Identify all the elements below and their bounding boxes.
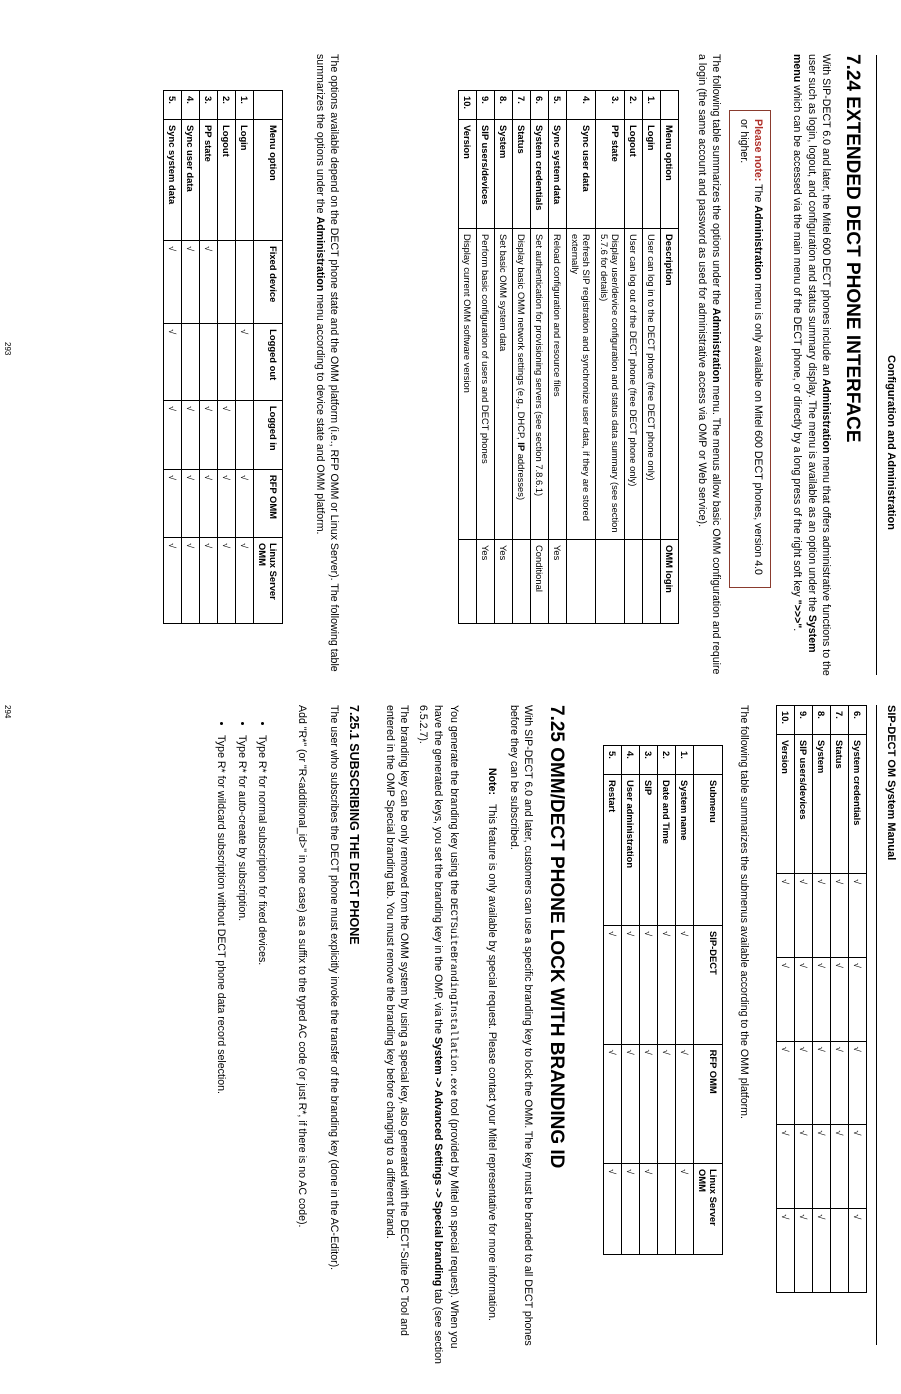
- row-number: 10.: [777, 706, 795, 735]
- check-cell: √: [831, 1041, 849, 1125]
- check-cell: √: [182, 241, 200, 324]
- row-submenu: User administration: [622, 775, 640, 926]
- check-cell: √: [813, 957, 831, 1041]
- check-cell: [218, 324, 236, 401]
- subscribe-paragraph: The user who subscribes the DECT phone must explicitly invoke the transfer of the branding key (done in the AC-Editor).: [328, 705, 340, 1271]
- row-option: PP state: [200, 120, 218, 241]
- row-number: 4.: [182, 91, 200, 120]
- branding-intro-paragraph: With SIP-DECT 6.0 and later, customers can use a specific branding key to lock the OMM. The key must be branded to all DECT phones before they can be subscribed.: [507, 705, 534, 1346]
- check-cell: √: [200, 400, 218, 469]
- header-rule: [876, 705, 877, 1345]
- table-row: [777, 706, 795, 1293]
- table-row: [831, 706, 849, 1293]
- col-header-rfp-omm: RFP OMM: [254, 469, 283, 537]
- section-title: 7.24 EXTENDED DECT PHONE INTERFACE: [842, 54, 863, 443]
- options-by-state-table-continued: [776, 705, 867, 1293]
- col-header-menu-option: Menu option: [661, 120, 679, 229]
- row-submenu: System name: [676, 775, 694, 926]
- please-note-box: Please note: The Administration menu is only available on Mitel 600 DECT phones, version 4.0 or higher.: [729, 110, 771, 588]
- list-item: • Type R* for wildcard subscription without DECT phone data record selection.: [214, 735, 228, 1375]
- check-cell: √: [795, 1125, 813, 1209]
- table-row: [164, 91, 182, 624]
- row-option: Version: [777, 735, 795, 874]
- row-option: Version: [459, 120, 477, 229]
- row-option: Sync user data: [182, 120, 200, 241]
- row-number: 5.: [549, 91, 567, 120]
- check-cell: √: [164, 400, 182, 469]
- check-cell: √: [849, 1209, 867, 1293]
- subsection-title: 7.25.1 SUBSCRIBING THE DECT PHONE: [347, 705, 361, 945]
- check-cell: [200, 324, 218, 401]
- check-cell: √: [849, 957, 867, 1041]
- row-number: 2.: [218, 91, 236, 120]
- table-row: [218, 91, 236, 624]
- table-row: [596, 91, 625, 624]
- row-login: [643, 540, 661, 624]
- col-header-menu-option: Menu option: [254, 120, 283, 241]
- col-header-description: Description: [661, 229, 679, 540]
- table-header-row: [661, 91, 679, 624]
- list-item: • Type R* for auto-create by subscription.: [234, 735, 248, 1375]
- check-cell: √: [164, 324, 182, 401]
- check-cell: √: [777, 874, 795, 958]
- row-number: 9.: [477, 91, 495, 120]
- check-cell: √: [604, 926, 622, 1045]
- check-cell: √: [236, 538, 254, 624]
- check-cell: √: [849, 1041, 867, 1125]
- col-header-submenu: Submenu: [694, 775, 723, 926]
- row-number: 10.: [459, 91, 477, 120]
- table-row: [622, 746, 640, 1255]
- col-header-omm-login: OMM login: [661, 540, 679, 624]
- check-cell: √: [831, 1125, 849, 1209]
- row-option: System: [813, 735, 831, 874]
- check-cell: √: [813, 1125, 831, 1209]
- check-cell: √: [200, 469, 218, 537]
- intro-paragraph: With SIP-DECT 6.0 and later, the Mitel 600 DECT phones include an Administration menu that offers administrative functions to the user such as login, logout, and configuration and status summary display. The menu is available as an option under the System menu which can be accessed via the main menu of the DECT phone, or directly by a long press of the right soft key ">>>".: [791, 54, 832, 676]
- check-cell: √: [218, 400, 236, 469]
- check-cell: √: [795, 1041, 813, 1125]
- row-submenu: Restart: [604, 775, 622, 926]
- options-by-state-table: [163, 90, 283, 624]
- row-description: Display current OMM software version: [459, 229, 477, 540]
- header-rule: [876, 55, 877, 675]
- table-row: [658, 746, 676, 1255]
- table-header-row: [694, 746, 723, 1255]
- suffix-paragraph: Add "R*" (or "R<additional_id>" in one case) as a suffix to the typed AC code (or just R*, if there is no AC code).: [296, 705, 308, 1228]
- table-row: [625, 91, 643, 624]
- row-description: Display basic OMM network settings (e.g., DHCP, IP addresses): [513, 229, 531, 540]
- col-header-sip-dect: SIP-DECT: [694, 926, 723, 1045]
- row-number: 1.: [676, 746, 694, 775]
- row-login: Yes: [495, 540, 513, 624]
- table-row: [459, 91, 477, 624]
- note-block: [485, 705, 499, 1367]
- check-cell: √: [777, 957, 795, 1041]
- check-cell: √: [622, 926, 640, 1045]
- options-state-paragraph: The options available depend on the DECT phone state and the OMM platform (i.e., RFP OMM or Linux Server). The following table summarizes the options under the Administration menu according to device state and OMM platform.: [313, 54, 340, 672]
- row-login: [596, 540, 625, 624]
- check-cell: √: [182, 538, 200, 624]
- check-cell: √: [200, 241, 218, 324]
- table-row: [643, 91, 661, 624]
- check-cell: √: [218, 469, 236, 537]
- row-option: Sync system data: [549, 120, 567, 229]
- check-cell: √: [640, 1164, 658, 1255]
- check-cell: √: [813, 874, 831, 958]
- check-cell: √: [604, 1164, 622, 1255]
- col-header-number: [254, 91, 283, 120]
- row-login: Yes: [549, 540, 567, 624]
- col-header-rfp-omm: RFP OMM: [694, 1044, 723, 1163]
- table-row: [236, 91, 254, 624]
- row-login: [625, 540, 643, 624]
- table-header-row: [254, 91, 283, 624]
- check-cell: √: [831, 874, 849, 958]
- row-number: 2.: [625, 91, 643, 120]
- check-cell: [236, 241, 254, 324]
- table-row: [795, 706, 813, 1293]
- subscription-bullet-list: [214, 705, 269, 1375]
- row-number: 7.: [513, 91, 531, 120]
- row-option: System credentials: [849, 735, 867, 874]
- row-description: User can log in to the DECT phone (free DECT phone only): [643, 229, 661, 540]
- table-row: [567, 91, 596, 624]
- row-number: 9.: [795, 706, 813, 735]
- row-number: 1.: [643, 91, 661, 120]
- submenus-table: [603, 745, 723, 1255]
- check-cell: √: [849, 874, 867, 958]
- check-cell: √: [640, 926, 658, 1045]
- check-cell: √: [182, 469, 200, 537]
- row-option: Sync user data: [567, 120, 596, 229]
- row-login: Yes: [477, 540, 495, 624]
- row-number: 8.: [813, 706, 831, 735]
- check-cell: [831, 1209, 849, 1293]
- col-header-logged-out: Logged out: [254, 324, 283, 401]
- table-row: [676, 746, 694, 1255]
- row-description: Reload configuration and resource files: [549, 229, 567, 540]
- table-row: [640, 746, 658, 1255]
- table-row: [513, 91, 531, 624]
- check-cell: √: [795, 874, 813, 958]
- row-number: 8.: [495, 91, 513, 120]
- check-cell: √: [777, 1125, 795, 1209]
- table-row: [182, 91, 200, 624]
- row-description: Set authentication for provisioning servers (see section 7.8.6.1): [531, 229, 549, 540]
- row-login: [459, 540, 477, 624]
- row-number: 4.: [567, 91, 596, 120]
- check-cell: √: [236, 469, 254, 537]
- row-option: Status: [831, 735, 849, 874]
- row-submenu: SIP: [640, 775, 658, 926]
- branding-key-paragraph: You generate the branding key using the DECTSuiteBrandingInstallation.exe tool (provided by Mitel on special request). When you have the generated keys, you set the branding key in the OMP, via the System -> Advanced Settings -> Special branding tab (see section 6.5.2.7).: [417, 705, 460, 1364]
- row-option: Login: [236, 120, 254, 241]
- options-intro-paragraph: The following table summarizes the options under the Administration menu. The menus allow basic OMM configuration and require a login (the same account and password as used for administrative access via OMP or Web service).: [695, 54, 722, 675]
- row-number: 3.: [596, 91, 625, 120]
- row-login: [513, 540, 531, 624]
- row-description: Set basic OMM system data: [495, 229, 513, 540]
- row-number: 6.: [849, 706, 867, 735]
- row-option: System: [495, 120, 513, 229]
- admin-menu-options-table: [458, 90, 679, 624]
- row-number: 5.: [164, 91, 182, 120]
- row-option: Logout: [218, 120, 236, 241]
- running-header: SIP-DECT OM System Manual: [885, 705, 897, 861]
- check-cell: √: [676, 1164, 694, 1255]
- check-cell: [236, 400, 254, 469]
- check-cell: √: [200, 538, 218, 624]
- check-cell: √: [777, 1041, 795, 1125]
- row-option: System credentials: [531, 120, 549, 229]
- check-cell: √: [236, 324, 254, 401]
- check-cell: √: [604, 1044, 622, 1163]
- row-login: Conditional: [531, 540, 549, 624]
- check-cell: √: [182, 400, 200, 469]
- row-description: Refresh SIP registration and synchronize user data, if they are stored externally: [567, 229, 596, 540]
- row-option: Status: [513, 120, 531, 229]
- row-number: 2.: [658, 746, 676, 775]
- check-cell: √: [831, 957, 849, 1041]
- check-cell: √: [849, 1125, 867, 1209]
- check-cell: √: [164, 538, 182, 624]
- branding-removal-paragraph: The branding key can be only removed from the OMM system by using a special key, also generated with the DECT-Suite PC Tool and entered in the OMP Special branding tab. You must remove the branding key before changing to a different brand.: [383, 705, 410, 1336]
- list-item: • Type R* for normal subscription for fixed devices.: [255, 735, 269, 1375]
- check-cell: √: [658, 1044, 676, 1163]
- check-cell: √: [622, 1044, 640, 1163]
- row-number: 1.: [236, 91, 254, 120]
- row-option: SIP users/devices: [477, 120, 495, 229]
- check-cell: √: [676, 926, 694, 1045]
- table-row: [549, 91, 567, 624]
- check-cell: √: [813, 1041, 831, 1125]
- check-cell: √: [218, 538, 236, 624]
- row-number: 3.: [640, 746, 658, 775]
- row-number: 4.: [622, 746, 640, 775]
- check-cell: √: [813, 1209, 831, 1293]
- check-cell: [658, 1164, 676, 1255]
- note-label: Note:: [486, 767, 498, 795]
- col-header-number: [661, 91, 679, 120]
- table-row: [200, 91, 218, 624]
- check-cell: √: [777, 1209, 795, 1293]
- row-description: User can log out of the DECT phone (free DECT phone only): [625, 229, 643, 540]
- check-cell: √: [795, 957, 813, 1041]
- note-text: This feature is only available by special request. Please contact your Mitel representative for more information.: [486, 803, 498, 1321]
- check-cell: √: [622, 1164, 640, 1255]
- section-title: 7.25 OMM/DECT PHONE LOCK WITH BRANDING ID: [546, 705, 567, 1169]
- col-header-number: [694, 746, 723, 775]
- col-header-linux-omm: Linux Server OMM: [254, 538, 283, 624]
- check-cell: √: [676, 1044, 694, 1163]
- col-header-logged-in: Logged in: [254, 400, 283, 469]
- table-row: [849, 706, 867, 1293]
- check-cell: [182, 324, 200, 401]
- table-row: [604, 746, 622, 1255]
- row-number: 5.: [604, 746, 622, 775]
- check-cell: [218, 241, 236, 324]
- row-number: 6.: [531, 91, 549, 120]
- running-header: Configuration and Administration: [885, 355, 897, 530]
- row-option: Logout: [625, 120, 643, 229]
- check-cell: √: [640, 1044, 658, 1163]
- row-number: 7.: [831, 706, 849, 735]
- check-cell: √: [795, 1209, 813, 1293]
- row-number: 3.: [200, 91, 218, 120]
- row-option: SIP users/devices: [795, 735, 813, 874]
- row-submenu: Date and Time: [658, 775, 676, 926]
- row-login: [567, 540, 596, 624]
- page-number: 293: [3, 342, 12, 356]
- col-header-fixed-device: Fixed device: [254, 241, 283, 324]
- page-number: 294: [3, 705, 12, 719]
- check-cell: √: [164, 469, 182, 537]
- row-option: Sync system data: [164, 120, 182, 241]
- table-row: [813, 706, 831, 1293]
- submenus-intro-paragraph: The following table summarizes the submenus available according to the OMM platform.: [738, 705, 750, 1119]
- table-row: [531, 91, 549, 624]
- col-header-linux-omm: Linux Server OMM: [694, 1164, 723, 1255]
- table-row: [495, 91, 513, 624]
- row-description: Display user/device configuration and status data summary (see section 5.7.6 for details): [596, 229, 625, 540]
- row-description: Perform basic configuration of users and DECT phones: [477, 229, 495, 540]
- check-cell: √: [658, 926, 676, 1045]
- page-294: [0, 697, 901, 1394]
- row-option: Login: [643, 120, 661, 229]
- check-cell: √: [164, 241, 182, 324]
- row-option: PP state: [596, 120, 625, 229]
- table-row: [477, 91, 495, 624]
